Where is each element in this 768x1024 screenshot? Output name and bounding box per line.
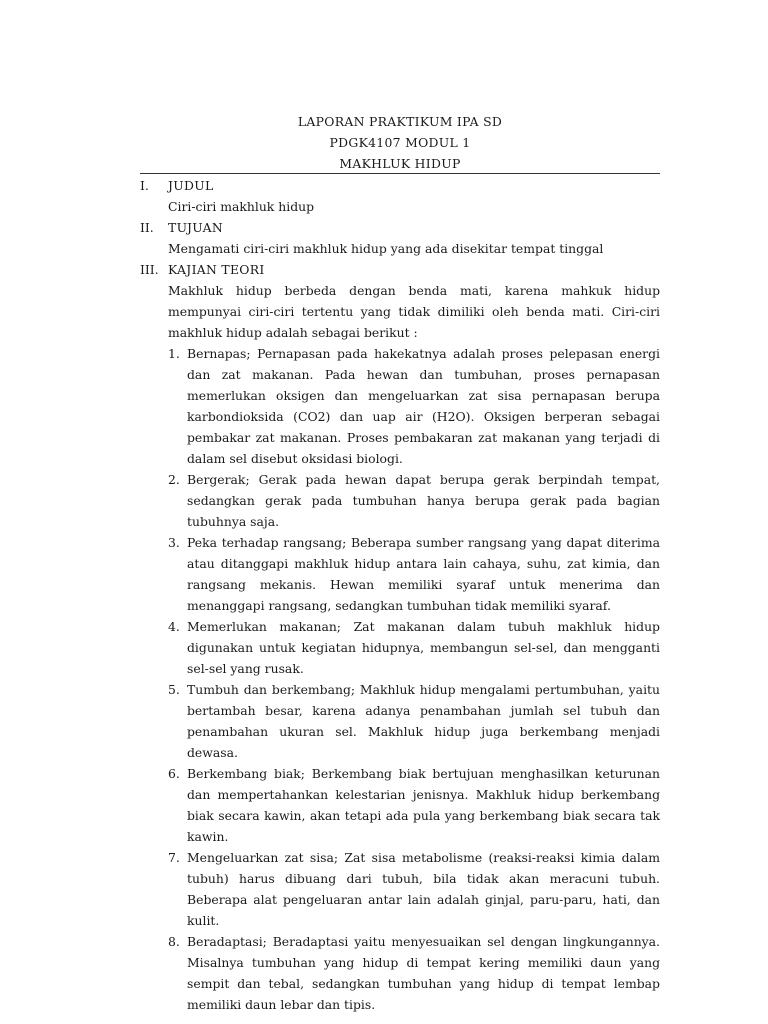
list-item-number: 6. — [168, 766, 180, 781]
document-header — [140, 111, 660, 174]
list-item-text: Bergerak; Gerak pada hewan dapat berupa gerak berpindah tempat, sedangkan gerak pada tumbuhan hanya berupa gerak pada bagian tubuhnya saja. — [187, 472, 660, 529]
document-body — [140, 175, 660, 1015]
list-item-number: 8. — [168, 934, 180, 949]
list-item-number: 2. — [168, 472, 180, 487]
section-judul-heading — [140, 175, 660, 196]
characteristics-list — [168, 343, 660, 1015]
list-item — [168, 847, 660, 931]
list-item — [168, 616, 660, 679]
list-item-text: Beradaptasi; Beradaptasi yaitu menyesuaikan sel dengan lingkungannya. Misalnya tumbuhan yang hidup di tempat kering memiliki daun yang sempit dan tebal, sedangkan tumbuhan yang hidup di tempat lembap memiliki daun lebar dan tipis. — [187, 934, 660, 1012]
list-item-number: 5. — [168, 682, 180, 697]
section-title: KAJIAN TEORI — [168, 262, 265, 277]
list-item — [168, 469, 660, 532]
list-item — [168, 532, 660, 616]
list-item-number: 7. — [168, 850, 180, 865]
list-item — [168, 763, 660, 847]
list-item — [168, 679, 660, 763]
section-number: I. — [140, 178, 149, 193]
list-item-text: Memerlukan makanan; Zat makanan dalam tubuh makhluk hidup digunakan untuk kegiatan hidupnya, membangun sel-sel, dan mengganti sel-sel yang rusak. — [187, 619, 660, 676]
section-tujuan-body: Mengamati ciri-ciri makhluk hidup yang ada disekitar tempat tinggal — [168, 241, 604, 256]
section-kajian-intro: Makhluk hidup berbeda dengan benda mati, karena mahkuk hidup mempunyai ciri-ciri tertentu yang tidak dimiliki oleh benda mati. Ciri-ciri makhluk hidup adalah sebagai berikut : — [168, 283, 660, 340]
list-item — [168, 343, 660, 469]
section-title: JUDUL — [168, 178, 214, 193]
list-item-text: Tumbuh dan berkembang; Makhluk hidup mengalami pertumbuhan, yaitu bertambah besar, karena adanya penambahan jumlah sel tubuh dan penambahan ukuran sel. Makhluk hidup juga berkembang menjadi dewasa. — [187, 682, 660, 760]
section-judul-body: Ciri-ciri makhluk hidup — [168, 199, 315, 214]
list-item-text: Peka terhadap rangsang; Beberapa sumber rangsang yang dapat diterima atau ditanggapi makhluk hidup antara lain cahaya, suhu, zat kimia, dan rangsang mekanis. Hewan memiliki syaraf untuk menerima dan menanggapi rangsang, sedangkan tumbuhan tidak memiliki syaraf. — [187, 535, 660, 613]
section-title: TUJUAN — [168, 220, 223, 235]
section-kajian-heading — [140, 259, 660, 280]
section-number: II. — [140, 220, 154, 235]
header-divider — [140, 173, 660, 174]
list-item-number: 3. — [168, 535, 180, 550]
list-item-text: Bernapas; Pernapasan pada hakekatnya adalah proses pelepasan energi dan zat makanan. Pada hewan dan tumbuhan, proses pernapasan memerlukan oksigen dan mengeluarkan zat sisa pernapasan berupa karbondioksida (CO2) dan uap air (H2O). Oksigen berperan sebagai pembakar zat makanan. Proses pembakaran zat makanan yang terjadi di dalam sel disebut oksidasi biologi. — [187, 346, 660, 466]
module-title: MAKHLUK HIDUP — [339, 156, 461, 171]
list-item-text: Berkembang biak; Berkembang biak bertujuan menghasilkan keturunan dan mempertahankan kelestarian jenisnya. Makhluk hidup berkembang biak secara kawin, akan tetapi ada pula yang berkembang biak secara tak kawin. — [187, 766, 660, 844]
list-item-number: 4. — [168, 619, 180, 634]
list-item — [168, 931, 660, 1015]
section-tujuan-heading — [140, 217, 660, 238]
course-code: PDGK4107 MODUL 1 — [329, 135, 471, 150]
list-item-number: 1. — [168, 346, 180, 361]
section-number: III. — [140, 262, 159, 277]
report-title: LAPORAN PRAKTIKUM IPA SD — [297, 114, 503, 129]
list-item-text: Mengeluarkan zat sisa; Zat sisa metabolisme (reaksi-reaksi kimia dalam tubuh) harus dibuang dari tubuh, bila tidak akan meracuni tubuh. Beberapa alat pengeluaran antar lain adalah ginjal, paru-paru, hati, dan kulit. — [187, 850, 660, 928]
